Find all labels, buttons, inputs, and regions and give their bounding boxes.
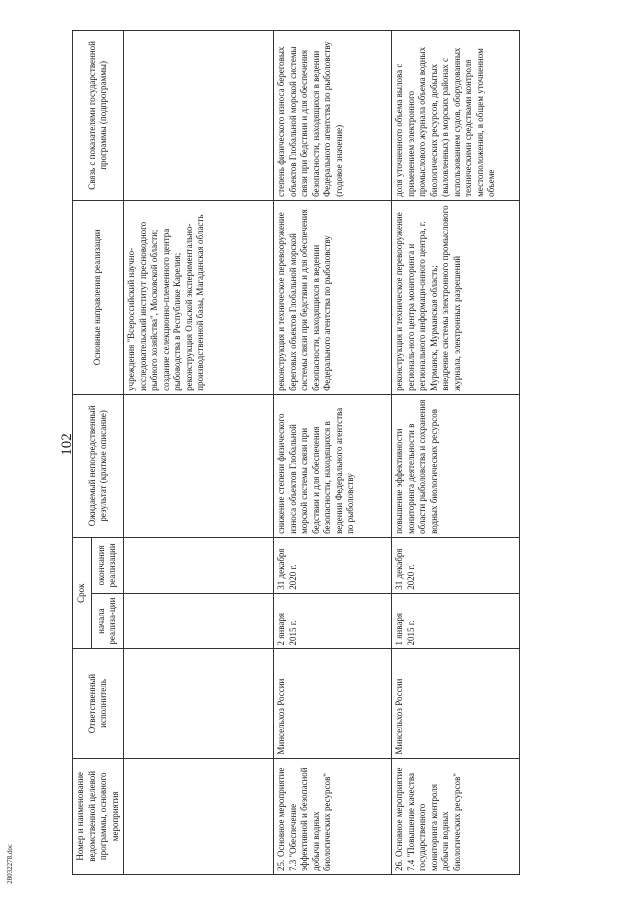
measure-name: Основное мероприятие 7.4 "Повышение качества государственного мониторинга контроля добычи водных биологических ресурсов" bbox=[394, 767, 462, 871]
cell-expected-result: повышение эффективности мониторинга деятельности в области рыболовства и сохранения водных биологических ресурсов bbox=[392, 394, 520, 537]
header-executor: Ответственный исполнитель bbox=[73, 649, 124, 758]
cell-empty bbox=[124, 394, 274, 537]
cell-end: 31 декабря 2020 г. bbox=[392, 537, 520, 593]
cell-indicators: степень физического износа береговых объектов Глобальной морской системы связи при бедствии и для обеспечения безопасности, находящихся в ведении Федерального агентства по рыболовству (годовое значение) bbox=[274, 31, 392, 201]
table-row bbox=[274, 31, 392, 875]
cell-empty bbox=[124, 649, 274, 758]
cell-directions-continuation: учреждения "Всероссийский научно-исследовательский институт пресноводного рыбного хозяйства", Московской области; создание селекционно-племенного центра рыбоводства в Республике Карелия; реконструкция Ольской экспериментально-производственной базы, Магаданская область bbox=[124, 200, 274, 394]
header-program-name: Номер и наименование ведомственной целевой программы, основного мероприятия bbox=[73, 758, 124, 874]
table-row-continuation bbox=[124, 31, 274, 875]
cell-program-name bbox=[274, 758, 392, 874]
header-term: Срок bbox=[73, 537, 92, 649]
header-indicators-link: Связь с показателями государственной программы (подпрограммы) bbox=[73, 31, 124, 201]
cell-directions: реконструкция и техническое перевооружение региональ-ного центра мониторинга и регионального информаци-онного центра, г. Мурманск, Мурманская область; внедрение системы электронного промыслового журнала, электронных разрешений bbox=[392, 200, 520, 394]
footer-document-code: 28032278.doc bbox=[5, 844, 14, 884]
header-start: начала реализа-ции bbox=[91, 593, 123, 649]
page-number: 102 bbox=[58, 433, 75, 456]
cell-program-name bbox=[392, 758, 520, 874]
table-header-row bbox=[73, 31, 92, 875]
table-row bbox=[392, 31, 520, 875]
cell-expected-result: снижение степени физического износа объектов Глобальной морской системы связи при бедствии и для обеспечения безопасности, находящихся в ведении Федерального агентства по рыболовству bbox=[274, 394, 392, 537]
rotated-table-sheet bbox=[72, 30, 496, 875]
program-measures-table bbox=[72, 30, 520, 875]
header-main-directions: Основные направления реализации bbox=[73, 200, 124, 394]
cell-directions: реконструкция и техническое перевооружение береговых объектов Глобальной морской системы связи при бедствии и для обеспечения безопасности, находящихся в ведении Федерального агентства по рыболовству bbox=[274, 200, 392, 394]
cell-end: 31 декабря 2020 г. bbox=[274, 537, 392, 593]
measure-name: Основное мероприятие 7.3 "Обеспечение эффективной и безопасной добычи водных биологических ресурсов" bbox=[276, 767, 332, 871]
cell-empty bbox=[124, 593, 274, 649]
cell-indicators: доля уточненного объема вылова с применением электронного промыслового журнала объема водных биологических ресурсов, добытых (выловленных) в морских районах с использованием судов, оборудованных техническими средствами контроля местоположения, в общем уточненном объеме bbox=[392, 31, 520, 201]
cell-empty bbox=[124, 758, 274, 874]
cell-empty bbox=[124, 537, 274, 593]
cell-executor: Минсельхоз России bbox=[392, 649, 520, 758]
cell-executor: Минсельхоз России bbox=[274, 649, 392, 758]
cell-start: 1 января 2015 г. bbox=[392, 593, 520, 649]
cell-empty bbox=[124, 31, 274, 201]
row-number: 26. bbox=[394, 859, 404, 871]
header-expected-result: Ожидаемый непосредственный результат (краткое описание) bbox=[73, 394, 124, 537]
row-number: 25. bbox=[276, 859, 286, 871]
cell-start: 2 января 2015 г. bbox=[274, 593, 392, 649]
header-end: окончания реализации bbox=[91, 537, 123, 593]
